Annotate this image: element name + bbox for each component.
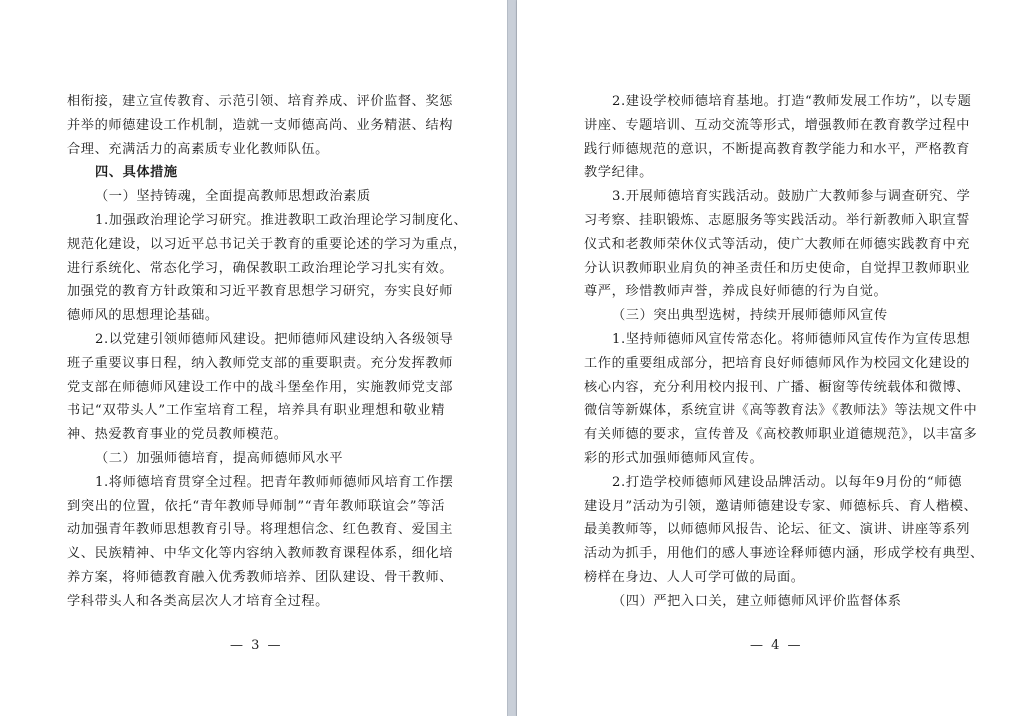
text-line: 仪式和老教师荣休仪式等活动，使广大教师在师德实践教育中充: [584, 236, 971, 252]
text-line: 学科带头人和各类高层次人才培育全过程。: [67, 593, 329, 609]
text-line: 义、民族精神、中华文化等内容纳入教师教育课程体系，细化培: [67, 546, 454, 562]
text-line: 3.开展师德培育实践活动。鼓励广大教师参与调查研究、学: [612, 189, 971, 205]
text-line: 2.以党建引领师德师风建设。把师德师风建设纳入各级领导: [95, 331, 454, 347]
text-line: 德师风的思想理论基础。: [67, 308, 219, 324]
text-line: 相衔接，建立宣传教育、示范引领、培育养成、评价监督、奖惩: [67, 94, 454, 109]
text-line: 到突出的位置，依托“青年教师导师制”“青年教师联谊会”等活: [67, 498, 445, 514]
text-line: 尊严，珍惜教师声誉，养成良好师德的行为自觉。: [584, 284, 888, 300]
text-line: 活动为抓手，用他们的感人事迹诠释师德内涵，形成学校有典型、: [584, 546, 984, 562]
text-line: 规范化建设，以习近平总书记关于教育的重要论述的学习为重点，: [67, 236, 467, 252]
text-line: 最美教师等，以师德师风报告、论坛、征文、演讲、讲座等系列: [584, 522, 971, 538]
text-line: 彩的形式加强师德师风宣传。: [584, 450, 764, 466]
page-separator: [507, 0, 517, 716]
text-line: 分认识教师职业肩负的神圣责任和历史使命，自觉捍卫教师职业: [584, 260, 971, 276]
text-line: 加强党的教育方针政策和习近平教育思想学习研究，夯实良好师: [67, 284, 454, 300]
text-line: 合理、充满活力的高素质专业化教师队伍。: [67, 141, 329, 157]
page-4-body: [584, 90, 984, 614]
subsection-heading: （三）突出典型选树，持续开展师德师风宣传: [612, 308, 888, 324]
page-3-body: [67, 90, 468, 614]
page-4: [517, 0, 1024, 716]
text-line: 建设月”活动为引领，邀请师德建设专家、师德标兵、育人楷模、: [584, 498, 978, 514]
text-line: 榜样在身边、人人可学可做的局面。: [584, 569, 805, 585]
text-line: 教学纪律。: [584, 165, 653, 181]
text-line: 书记“双带头人”工作室培育工程，培养具有职业理想和敬业精: [67, 403, 445, 419]
subsection-heading: （一）坚持铸魂，全面提高教师思想政治素质: [95, 189, 371, 205]
text-line: 神、热爱教育事业的党员教师模范。: [67, 427, 288, 443]
page-number: — 4 —: [750, 638, 803, 653]
text-line: 动加强青年教师思想教育引导。将理想信念、红色教育、爱国主: [67, 522, 454, 538]
text-line: 养方案，将师德教育融入优秀教师培养、团队建设、骨干教师、: [67, 569, 454, 585]
text-line: 并举的师德建设工作机制，造就一支师德高尚、业务精湛、结构: [67, 117, 454, 133]
text-line: 微信等新媒体，系统宣讲《高等教育法》《教师法》等法规文件中: [584, 403, 978, 419]
subsection-heading: （二）加强师德培育，提高师德师风水平: [95, 450, 344, 466]
text-line: 2.建设学校师德培育基地。打造“教师发展工作坊”，以专题: [612, 94, 972, 109]
text-line: 核心内容，充分利用校内报刊、广播、橱窗等传统载体和微博、: [584, 379, 971, 395]
text-line: 1.将师德培育贯穿全过程。把青年教师师德师风培育工作摆: [95, 474, 454, 490]
text-line: 班子重要议事日程，纳入教师党支部的重要职责。充分发挥教师: [67, 355, 454, 371]
text-line: 1.坚持师德师风宣传常态化。将师德师风宣传作为宣传思想: [612, 331, 971, 347]
text-line: 1.加强政治理论学习研究。推进教职工政治理论学习制度化、: [95, 212, 468, 228]
page-number: — 3 —: [230, 638, 283, 653]
text-line: 党支部在师德师风建设工作中的战斗堡垒作用，实施教师党支部: [67, 379, 454, 395]
section-heading: 四、具体措施: [95, 165, 178, 181]
page-3: [0, 0, 507, 716]
text-line: 讲座、专题培训、互动交流等形式，增强教师在教育教学过程中: [584, 117, 971, 133]
text-line: 有关师德的要求，宣传普及《高校教师职业道德规范》，以丰富多: [584, 427, 978, 443]
subsection-heading: （四）严把入口关，建立师德师风评价监督体系: [612, 593, 902, 609]
text-line: 习考察、挂职锻炼、志愿服务等实践活动。举行新教师入职宣誓: [584, 212, 971, 228]
text-line: 2.打造学校师德师风建设品牌活动。以每年9月份的“师德: [612, 474, 962, 490]
text-line: 践行师德规范的意识，不断提高教育教学能力和水平，严格教育: [584, 141, 971, 157]
text-line: 进行系统化、常态化学习，确保教职工政治理论学习扎实有效。: [67, 260, 454, 276]
text-line: 工作的重要组成部分，把培育良好师德师风作为校园文化建设的: [584, 355, 971, 371]
